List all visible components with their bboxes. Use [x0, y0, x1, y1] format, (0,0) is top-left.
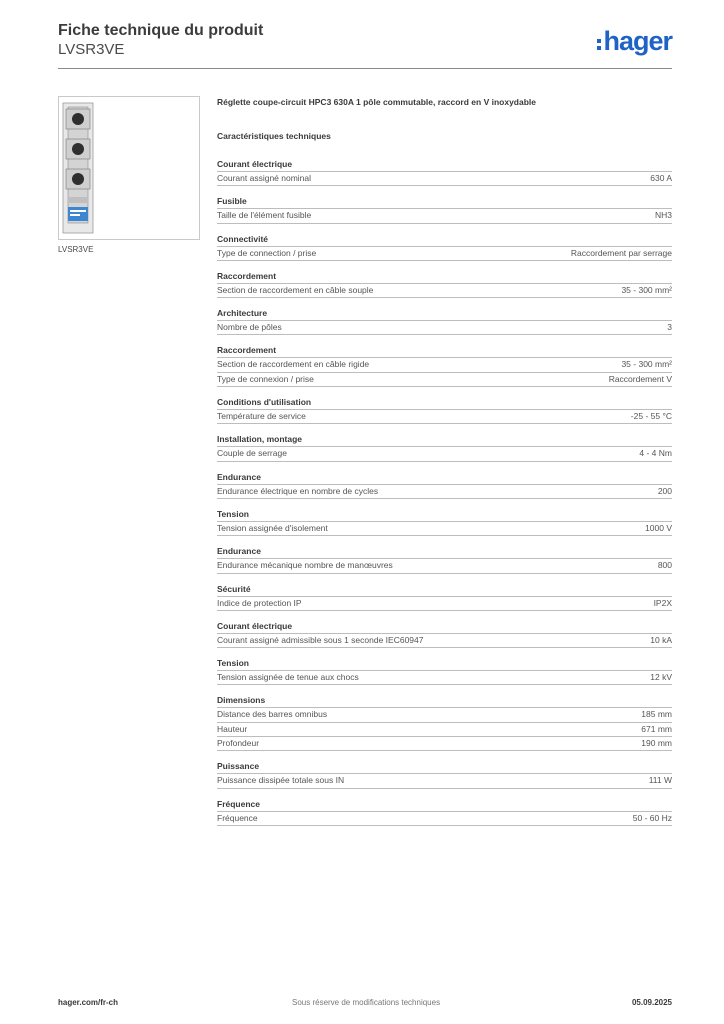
footer-website: hager.com/fr-ch — [58, 998, 119, 1007]
spec-value: IP2X — [653, 597, 672, 608]
spec-row — [217, 671, 672, 685]
spec-group — [217, 270, 672, 298]
spec-label: Tension assignée d'isolement — [217, 522, 328, 533]
spec-group — [217, 760, 672, 788]
spec-row — [217, 284, 672, 298]
document-title: Fiche technique du produit — [58, 22, 264, 39]
product-description: Réglette coupe-circuit HPC3 630A 1 pôle commutable, raccord en V inoxydable — [217, 97, 536, 107]
spec-group-title: Raccordement — [217, 344, 672, 358]
spec-row — [217, 485, 672, 499]
spec-label: Section de raccordement en câble rigide — [217, 359, 370, 370]
page-footer — [58, 998, 672, 1010]
spec-group — [217, 508, 672, 536]
spec-value: 200 — [657, 485, 672, 496]
spec-row — [217, 358, 672, 372]
spec-value: 185 mm — [641, 709, 672, 720]
spec-value: 4 - 4 Nm — [639, 448, 672, 459]
spec-group-title: Conditions d'utilisation — [217, 396, 672, 410]
spec-row — [217, 247, 672, 261]
spec-value: 12 kV — [650, 672, 672, 683]
spec-group — [217, 798, 672, 826]
spec-group-title: Tension — [217, 657, 672, 671]
spec-value: 800 — [657, 560, 672, 571]
spec-label: Indice de protection IP — [217, 597, 302, 608]
spec-group-title: Fréquence — [217, 798, 672, 812]
spec-row — [217, 172, 672, 186]
spec-label: Puissance dissipée totale sous IN — [217, 775, 345, 786]
spec-group-title: Raccordement — [217, 270, 672, 284]
spec-label: Type de connection / prise — [217, 247, 317, 258]
spec-group — [217, 694, 672, 751]
spec-groups — [217, 158, 672, 826]
spec-row — [217, 410, 672, 424]
spec-row — [217, 737, 672, 751]
spec-value: 35 - 300 mm² — [621, 359, 672, 370]
spec-row — [217, 522, 672, 536]
spec-value: NH3 — [654, 210, 672, 221]
spec-label: Température de service — [217, 411, 306, 422]
spec-label: Distance des barres omnibus — [217, 709, 328, 720]
spec-group — [217, 396, 672, 424]
spec-label: Nombre de pôles — [217, 322, 282, 333]
spec-row — [217, 634, 672, 648]
spec-group — [217, 620, 672, 648]
spec-group — [217, 307, 672, 335]
spec-value: 50 - 60 Hz — [632, 812, 672, 823]
spec-group — [217, 233, 672, 261]
spec-row — [217, 209, 672, 223]
spec-value: 630 A — [650, 173, 672, 183]
spec-row — [217, 321, 672, 335]
spec-group-title: Endurance — [217, 471, 672, 485]
spec-label: Hauteur — [217, 723, 248, 734]
spec-label: Couple de serrage — [217, 448, 287, 459]
spec-label: Endurance électrique en nombre de cycles — [217, 485, 379, 496]
spec-group-title: Dimensions — [217, 694, 672, 708]
spec-value: 1000 V — [645, 522, 672, 533]
spec-label: Taille de l'élément fusible — [217, 210, 312, 221]
header-divider — [58, 68, 672, 69]
spec-group-title: Tension — [217, 508, 672, 522]
spec-label: Fréquence — [217, 812, 258, 823]
spec-row — [217, 708, 672, 722]
spec-group-title: Courant électrique — [217, 620, 672, 634]
spec-group-title: Architecture — [217, 307, 672, 321]
spec-group — [217, 657, 672, 685]
spec-value: 35 - 300 mm² — [621, 284, 672, 295]
spec-value: 111 W — [648, 775, 672, 786]
page-header — [58, 20, 672, 68]
spec-group — [217, 195, 672, 223]
spec-group — [217, 344, 672, 387]
spec-label: Profondeur — [217, 738, 260, 749]
spec-label: Endurance mécanique nombre de manœuvres — [217, 560, 393, 571]
product-image — [58, 96, 200, 240]
spec-label: Courant assigné nominal — [217, 173, 312, 183]
footer-date: 05.09.2025 — [631, 998, 672, 1007]
spec-value: Raccordement V — [608, 373, 672, 384]
spec-group-title: Installation, montage — [217, 433, 672, 447]
logo-colon-mark — [597, 39, 601, 50]
spec-group — [217, 158, 672, 186]
logo-text: hager — [603, 26, 672, 56]
spec-group — [217, 433, 672, 461]
spec-value: 10 kA — [650, 634, 672, 645]
spec-row — [217, 447, 672, 461]
spec-group — [217, 471, 672, 499]
fuse-switch-strip-illustration — [59, 97, 199, 239]
spec-group-title: Endurance — [217, 545, 672, 559]
spec-row — [217, 373, 672, 387]
spec-row — [217, 812, 672, 826]
spec-row — [217, 597, 672, 611]
spec-content — [217, 96, 672, 835]
spec-label: Courant assigné admissible sous 1 seconde IEC60947 — [217, 634, 424, 645]
specs-heading: Caractéristiques techniques — [217, 131, 331, 141]
spec-value: 190 mm — [641, 738, 672, 749]
spec-group — [217, 545, 672, 573]
spec-row — [217, 723, 672, 737]
product-image-caption: LVSR3VE — [58, 245, 94, 254]
spec-row — [217, 559, 672, 573]
spec-label: Tension assignée de tenue aux chocs — [217, 672, 359, 683]
spec-group-title: Courant électrique — [217, 158, 672, 172]
spec-value: -25 - 55 °C — [630, 411, 672, 422]
spec-group-title: Sécurité — [217, 583, 672, 597]
spec-group-title: Connectivité — [217, 233, 672, 247]
spec-group — [217, 583, 672, 611]
spec-label: Section de raccordement en câble souple — [217, 284, 374, 295]
spec-group-title: Puissance — [217, 760, 672, 774]
hager-logo — [597, 26, 672, 56]
spec-group-title: Fusible — [217, 195, 672, 209]
spec-value: Raccordement par serrage — [570, 247, 672, 258]
footer-notice: Sous réserve de modifications techniques — [292, 998, 441, 1007]
spec-value: 671 mm — [641, 723, 672, 734]
spec-value: 3 — [667, 322, 672, 333]
product-reference: LVSR3VE — [58, 41, 125, 58]
spec-row — [217, 774, 672, 788]
spec-label: Type de connexion / prise — [217, 373, 314, 384]
